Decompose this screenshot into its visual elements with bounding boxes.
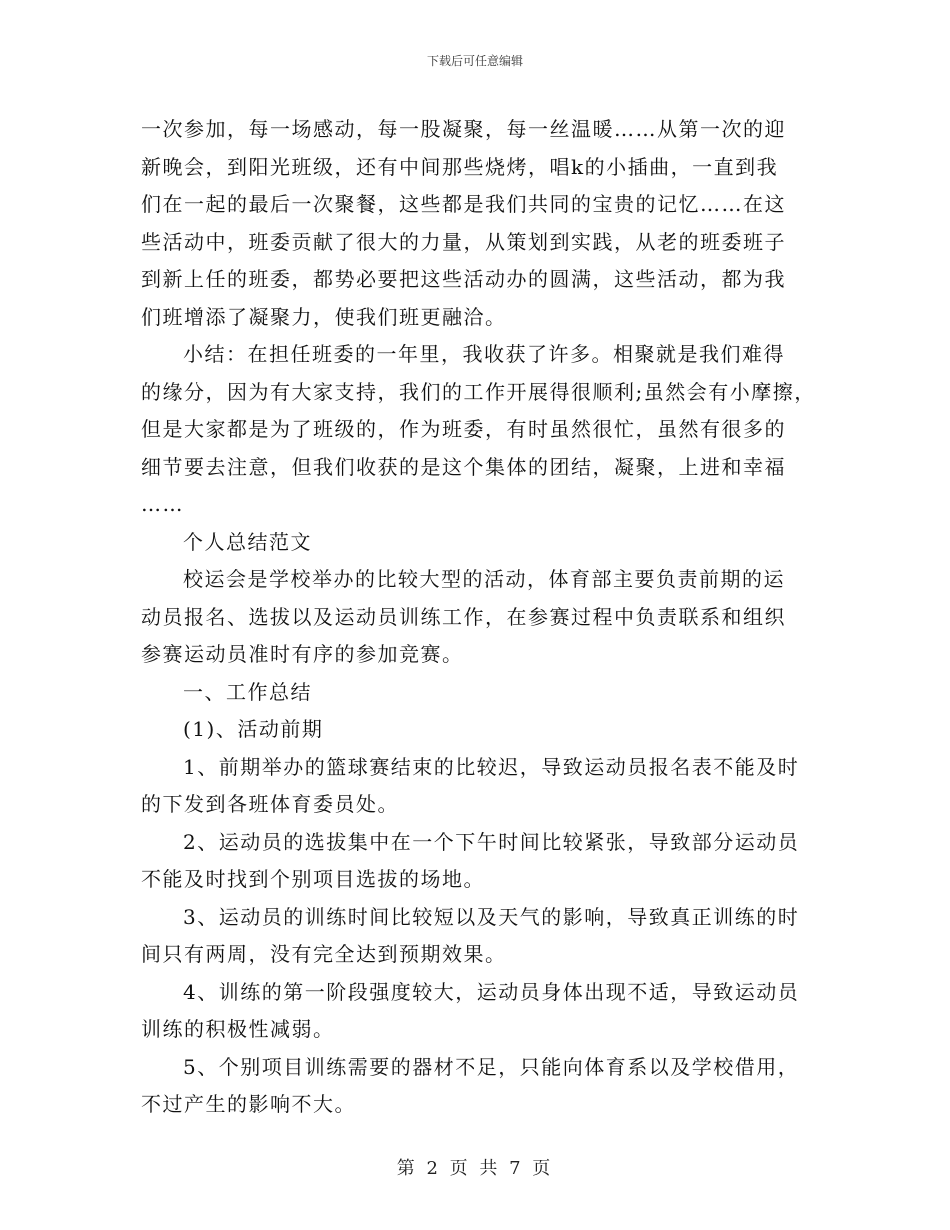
list-item-line: 不过产生的影响不大。 [141,1092,356,1116]
paragraph-line: 们在一起的最后一次聚餐，这些都是我们共同的宝贵的记忆……在这 [141,192,786,216]
subsection-heading: (1)、活动前期 [183,717,324,741]
page-number-footer: 第 2 页 共 7 页 [396,1158,554,1179]
list-item-line: 4、训练的第一阶段强度较大，运动员身体出现不适，导致运动员 [183,979,800,1004]
paragraph-line: 参赛运动员准时有序的参加竞赛。 [141,642,464,666]
paragraph-line: …… [141,492,184,516]
list-item-line: 的下发到各班体育委员处。 [141,792,399,816]
page-header: 下载后可任意编辑 [426,54,523,68]
section-heading: 个人总结范文 [183,529,312,554]
list-item-line: 训练的积极性减弱。 [141,1017,335,1041]
paragraph-line: 些活动中，班委贡献了很大的力量，从策划到实践，从老的班委班子 [141,229,786,254]
list-item-line: 不能及时找到个别项目选拔的场地。 [141,867,485,891]
list-item-line: 1、前期举办的篮球赛结束的比较迟，导致运动员报名表不能及时 [183,754,800,779]
paragraph-line: 一次参加，每一场感动，每一股凝聚，每一丝温暖……从第一次的迎 [141,117,786,141]
list-item-line: 3、运动员的训练时间比较短以及天气的影响，导致真正训练的时 [183,904,800,929]
paragraph-line: 细节要去注意，但我们收获的是这个集体的团结，凝聚，上进和幸福 [141,454,786,479]
list-item-line: 2、运动员的选拔集中在一个下午时间比较紧张，导致部分运动员 [183,829,800,854]
paragraph-line: 但是大家都是为了班级的，作为班委，有时虽然很忙，虽然有很多的 [141,417,786,441]
paragraph-line: 的缘分，因为有大家支持，我们的工作开展得很顺利;虽然会有小摩擦， [141,379,816,404]
paragraph-line: 校运会是学校举办的比较大型的活动，体育部主要负责前期的运 [183,567,785,591]
paragraph-line: 们班增添了凝聚力，使我们班更融洽。 [141,304,507,329]
list-item-line: 5、个别项目训练需要的器材不足，只能向体育系以及学校借用， [183,1054,800,1079]
paragraph-line: 动员报名、选拔以及运动员训练工作，在参赛过程中负责联系和组织 [141,604,786,629]
paragraph-line: 到新上任的班委，都势必要把这些活动办的圆满，这些活动，都为我 [141,267,786,291]
document-body [141,111,821,1124]
paragraph-line: 新晚会，到阳光班级，还有中间那些烧烤，唱k的小插曲，一直到我 [141,154,779,179]
section-heading: 一、工作总结 [183,679,312,704]
paragraph-line: 小结：在担任班委的一年里，我收获了许多。相聚就是我们难得 [183,342,785,366]
list-item-line: 间只有两周，没有完全达到预期效果。 [141,942,507,966]
